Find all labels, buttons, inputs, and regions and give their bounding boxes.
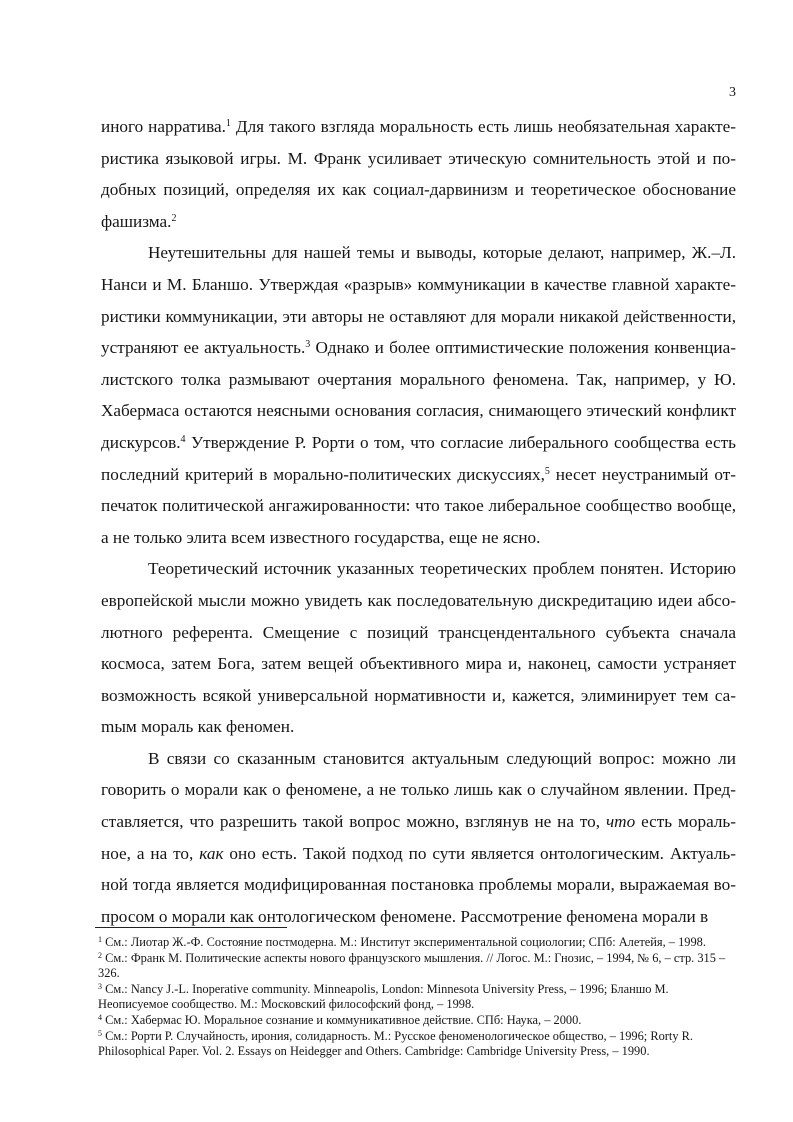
paragraph-2 [101, 237, 736, 553]
paragraph-2-text-a: Неутешительны для нашей темы и выводы, которые делают, например, Ж.–Л. Нанси и М. Бланшо. Утверждая «разрыв» коммуникации в качестве главной характеристики коммуникации, эти авторы не оставляют для морали никакой действенности, устраняют ее актуальность. [101, 243, 736, 358]
footnote-mark: 4 [98, 1012, 102, 1022]
footnote-3 [98, 982, 728, 1013]
footnote-mark: 3 [98, 981, 102, 991]
footnotes [98, 935, 728, 1060]
paragraph-2-text-c: Утверждение Р. Рорти о том, что согласие либерального сообщества есть последний критерий в морально-политических дискуссиях, [101, 432, 736, 484]
paragraph-1-text-b: Для такого взгляда моральность есть лишь необязательная характеристика языковой игры. М. Франк усиливает этическую сомнительность этой и подобных позиций, определяя их как социал-дарвинизм и теоретическое обоснование фашизма. [101, 117, 736, 231]
footnote-text: См.: Рорти Р. Случайность, ирония, солидарность. М.: Русское феноменологическое общество, – 1996; Rorty R. Philosophical Paper. Vol. 2. Essays on Heidegger and Others. Cambridge: Cambridge University Press, – 1990. [98, 1028, 694, 1059]
footnote-ref-1: 1 [225, 118, 231, 129]
footnote-ref-5: 5 [544, 465, 550, 477]
paragraph-1 [101, 111, 736, 237]
paragraph-4-text-a: В связи со сказанным становится актуальным следующий вопрос: можно ли говорить о морали как о феномене, а не только лишь как о случайном явлении. Представляется, что разрешить такой вопрос можно, взглянув не на то, [101, 748, 736, 832]
paragraph-2-text-b: Однако и более оптимистические положения конвенциалистского толка размывают очертания морального феномена. Так, например, у Ю. Хабермаса остаются неясными основания согласия, снимающего этический конфликт дискурсов. [101, 338, 736, 452]
footnote-ref-3: 3 [305, 339, 311, 351]
footnote-mark: 2 [98, 950, 102, 960]
footnote-ref-2: 2 [171, 212, 177, 224]
footnote-separator [95, 927, 287, 928]
footnote-text: См.: Франк М. Политические аспекты нового французского мышления. // Логос. М.: Гнозис, – 1994, № 6, – стр. 315 – 326. [98, 950, 726, 981]
emphasis-how: как [199, 843, 224, 863]
main-text [101, 111, 736, 932]
paragraph-4 [101, 743, 736, 933]
footnote-text: См.: Nancy J.-L. Inoperative community. Minneapolis, London: Minnesota University Press, – 1996; Бланшо М. Неописуемое сообщество. М.: Московский философский фонд, – 1998. [98, 981, 669, 1012]
page-number: 3 [729, 85, 736, 100]
paragraph-4-text-b: есть моральное, а на то, [101, 812, 737, 863]
footnote-2 [98, 951, 728, 982]
footnote-ref-4: 4 [180, 433, 186, 445]
footnote-text: См.: Хабермас Ю. Моральное сознание и коммуникативное действие. СПб: Наука, – 2000. [102, 1012, 582, 1027]
paragraph-3: Теоретический источник указанных теоретических проблем понятен. Историю европейской мысли можно увидеть как последовательную дискредитацию идеи абсолютного референта. Смещение с позиций трансцендентального субъекта сначала космоса, затем Бога, затем вещей объективного мира и, наконец, самости устраняет возможность всякой универсальной нормативности и, кажется, элиминирует тем саmым мораль как феномен. [101, 559, 736, 737]
paragraph-1-text-a: иного нарратива. [101, 117, 226, 136]
footnote-5 [98, 1029, 728, 1060]
paragraph-4-text-c: оно есть. Такой подход по сути является онтологическим. Актуальной тогда является модифицированная постановка проблемы морали, выражаемая вопросом о морали как онтологическом феномене. Рассмотрение феномена морали в [101, 843, 736, 926]
footnote-1 [98, 935, 728, 951]
paragraph-2-text-d: несет неустранимый отпечаток политической ангажированности: что такое либеральное сообщество вообще, а не только элита всем известного государства, еще не ясно. [101, 464, 737, 547]
footnote-text: См.: Лиотар Ж.-Ф. Состояние постмодерна. М.: Институт экспериментальной социологии; СПб: Алетейя, – 1998. [102, 935, 706, 949]
footnote-4 [98, 1013, 728, 1029]
footnote-mark: 5 [98, 1028, 102, 1038]
footnote-mark: 1 [98, 935, 102, 944]
emphasis-what: что [605, 812, 636, 832]
